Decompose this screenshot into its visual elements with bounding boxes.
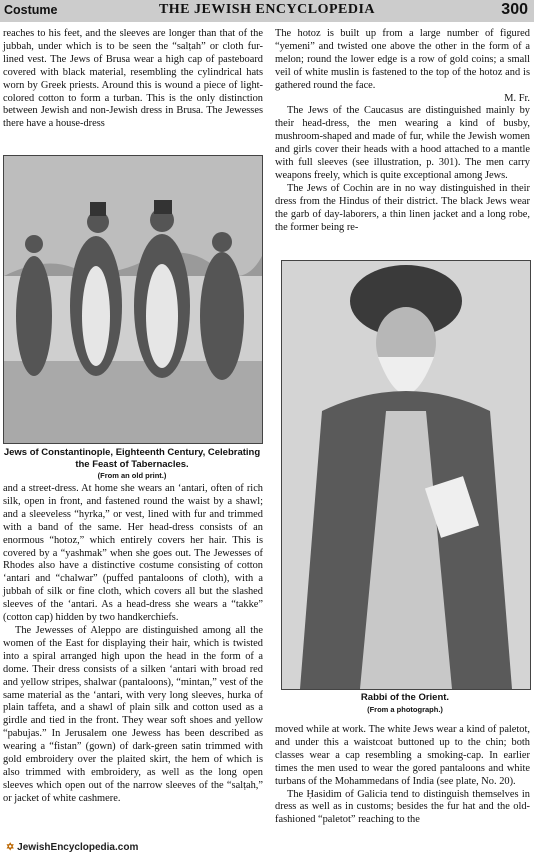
section-name: Costume (4, 3, 58, 17)
running-title: THE JEWISH ENCYCLOPEDIA (158, 2, 376, 17)
right-column-top (275, 28, 530, 235)
paragraph: moved while at work. The white Jews wear a kind of paletot, and under this a waistcoat buttoned up to the chin; both classes wear a cap resembling a smoking-cap. In earlier times the men used to wear the gored pantaloons and white turbans of the Mohammedans of India (see plate, No. 20). (275, 724, 530, 787)
left-column-bottom (3, 483, 263, 806)
figure2-title: Rabbi of the Orient. (360, 692, 450, 703)
figure1-credit: (From an old print.) (97, 471, 167, 480)
page-number: 300 (501, 1, 528, 18)
paragraph: The Jews of Cochin are in no way distinguished in their dress from the Hindus of their district. The black Jews wear the garb of day-laborers, a thin linen jacket and a long robe, the former being re- (275, 182, 530, 233)
figure-constantinople-jews (3, 155, 263, 444)
paragraph: The hotoz is built up from a large number of figured “yemeni” and twisted one above the other in the form of a melon; round the lower edge is a row of gold coins; a small veil of white muslin is fastened to the top of the hotoz and is gathered round the face. (275, 28, 530, 91)
right-column-bottom (275, 724, 530, 827)
site-watermark[interactable] (6, 842, 138, 853)
star-icon: ✡ (6, 842, 15, 853)
figure1-caption (3, 447, 261, 482)
paragraph: reaches to his feet, and the sleeves are longer than that of the jubbah, under which is to be seen the “salṭah” or cloth fur-lined vest. The Jews of Brusa wear a high cap of pasteboard covered with black material, resembling the cylindrical hats worn by Greek priests. Around this is wound a piece of light-colored cotton to form a turban. This is the only distinction between Jewish and non-Jewish dress in Brusa. The Jewesses there have a house-dress (3, 28, 263, 130)
paragraph: The Jews of the Caucasus are distinguished mainly by their head-dress, the men wearing a kind of busby, mushroom-shaped and made of fur, while the Jewish women and girls cover their heads with a hood attached to a mantle with full sleeves (see illustration, p. 301). The men carry weapons freely, which is quite exceptional among Jews. (275, 105, 530, 181)
paragraph: and a street-dress. At home she wears an ‘antari, often of rich silk, open in front, and fastened round the waist by a shawl; and a sleeveless “hyrka,” or vest, lined with fur and trimmed with a band of the same. Her head-dress consists of an enormous “hotoz,” which entirely covers her hair. This is covered by a “yashmak” when she goes out. The Jewesses of Rhodes also have a distinctive costume consisting of cotton ‘antari and “chalwar” (puffed pantaloons of cloth), with a jubbah of silk or fine cloth, which covers all but the slashed sleeves of the ‘antari. As a head-dress she wears a “takke” (cotton cap) hidden by two handkerchiefs. (3, 483, 263, 624)
page-header (0, 0, 534, 22)
figure2-caption (281, 692, 529, 715)
engraving-illustration (4, 156, 262, 443)
photograph-illustration (282, 261, 530, 689)
left-column-top (3, 28, 263, 131)
figure-rabbi-photograph (281, 260, 531, 690)
paragraph: The Ḥasidim of Galicia tend to distinguish themselves in dress as well as in customs; besides the fur hat and the old-fashioned “paletot” reaching to the (275, 788, 530, 826)
paragraph: The Jewesses of Aleppo are distinguished among all the women of the East for displaying their hair, which is twisted into a spiral arranged high upon the head in the form of a dome. Their dress consists of a silken ‘antari with broad red and yellow stripes, shalwar (pantaloons), “mintan,” vest of the same material as the ‘antari, with very long sleeves, hurka of plain taffeta, and a shawl of plain silk and cotton used as a girdle and tied in the front. They wear soft shoes and yellow “pabujas.” In Jerusalem one Jewess has been described as wearing a “fistan” (gown) of dark-green satin trimmed with gold embroidery over the plaited skirt, the hem of which is also trimmed with embroidery, as well as the long open sleeves which open out of the narrow sleeves of the “salṭah,” or jacket of white cashmere. (3, 624, 263, 804)
figure2-credit: (From a photograph.) (367, 704, 443, 714)
site-name: JewishEncyclopedia.com (17, 842, 139, 853)
figure1-title: Jews of Constantinople, Eighteenth Century, Celebrating the Feast of Tabernacles. (3, 447, 261, 470)
author-signature: M. Fr. (504, 92, 530, 104)
